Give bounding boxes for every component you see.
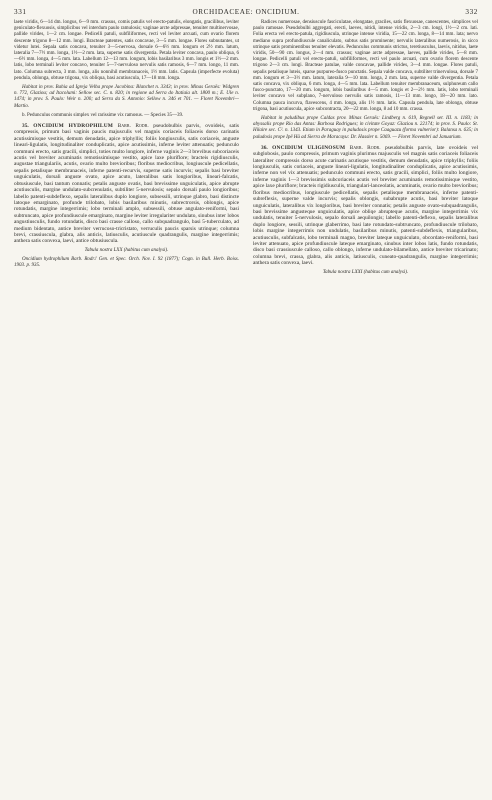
page-number-right: 332 [465, 8, 478, 16]
species-diagnosis: pseudobulbis parvis, late ovoideis vel subglobosis, paulo compressis, primum vaginis plurimus majusculis vel magnis satis coriaceis foliaceis lateraliter compressis dorso acute carinatis acutisque vestitis, demum denudatis, apice triphyllis; foliis longiusculis, satis coriaceis, anguste lineari-ligulatis, longitudinaliter conduplicatis, apice acutissimis, inferne non vel vix attenuatis; pedunculo communi erecto, satis gracili, simplici, foliis multo longiore, inferne vaginis 1—3 brevissimis subcoriaceis acutis vel breviter acuminatis remotissimisque vestito, apice laxe pluriflore; bracteis rigidiusculis, triangulari-lanceolatis, acuminatis, ovario multo brevioribus; floribus mediocribus, longiuscule pedicellatis, sepalis petalisque membranaceis, inferne patenti-subreflexis, superne valde incurvis; sepalis oblongis, subabrupte acutis, basi breviter latoque unguiculatis, lateralibus vix longioribus, basi breviter connatis; petalis anguste ovato-subquadrangulis, basi brevissime angusteque unguiculatis, apice obliqe abrupteque acutis, margine integerrimis vix undulatis, tenuiter 5-nervulosis, sepalo dorsali aequilongis; labello patenti-deflexo, sepalis lateralibus duplo longiore, sessili, utrinque glaberrimo, basi late rotundato-subtruncato, profundiuscule trilobato, lobis margine integerrimis non undulatis, basilaribus minutis, patenti-subdeflexis, triangularibus, acutiusculis, subfalcatis, lobo terminali magno, breviter lateque unguiculato, obcordato-reniformi, basi leviter attenuato, apice profundiuscule lateque emarginato, sinubus inter lobos latis, fundo rotundatis, disco basi crassiuscule calloso, callo oblongo, inferne undulato-bilamellato, antice breviter tricarinato; columna brevi, crassa, glabra, alis anticis, latiusculis, cuneato-quadrangulis, margine integerrimis; anthera satis convexa, laevi. [253, 144, 479, 267]
species-author: Barb. Rodr. [117, 123, 149, 130]
running-title: ORCHIDACEAE: ONCIDIUM. [192, 8, 300, 16]
habitat-paragraph: Habitat in paludibus prope Caldas prov. Minas Geraës: Lindberg n. 619, Regnell ser. III. n. 1183; in abyssalis prope Rio das Antas: Barbosa Rodrigues; in civitate Goyaz: Glaziou n. 22174; in prov. S. Paulo: St. Hilaire sec. C². n. 1343. Etiam in Paraguay in paludosis prope Caaguazu (forma vulnerior): Balansa n. 635; in paludosis prope Ipê Hû ad Sierra de Maracayu: Dr. Hassler n. 5069. — Floret Novembri ad Januarium. [253, 116, 478, 140]
page-number-left: 331 [14, 8, 27, 16]
key-note: b. Pedunculus communis simplex vel rarissime vix ramosus. — Species 35—39. [22, 112, 184, 118]
species-name: ONCIDIUM ULIGINOSUM [272, 144, 346, 151]
description-paragraph: laete viridis, 6—14 dm. longus, 6—9 mm. crassus, comis patulis vel erecto-patulis, elongatis, gracilibus, leviter geniculato-flexuosis, simplicibus vel interdum paulo ramulosis; vaginae arcte adpressae, tenuiter multinervosae, pallide virides, 1—2 cm. longae. Pedicelli patuli, subfiliformes, recti vel leviter arcuati, cum ovario florem descente trigono 8—12 mm. longi. Bracteae patentes, satis concavae, 3—5 mm. longae. Flores subnutantes, ut videtur lutei. Sepala satis concava, tenuiter 3—5-nervosa, dorsale 6—6½ mm. longum et 2½ mm. latum, lateralia 7—7½ mm. longa, 1½—2 mm. lata, superne satis divergentia. Petala leviter concava, paulo obliqua, 6—6½ mm. longa, 4—5 mm. lata. Labellum 12—13 mm. longum, lobis basilaribus 3 mm. longis et 1½—2 mm. latis, lobo terminali leviter concavo, tenuiter 5—7-nervuloso nervulis satis ramosis, 6—7 mm. longo, 11 mm. lato. Columna subrecta, 3 mm. longa, alis nonnihil membranaceis, 1½ mm. latis. Capsula (imperfecte evoluta) pendula, oblonga, obtuse trigona, vix obliqua, basi acutiuscula, 17—18 mm. longa. [14, 20, 239, 81]
description-paragraph: Radices numerosae, densiuscule fasciculatae, elongatae, graciles, satis flexuosae, canescentes, simplices vel paulo ramosae. Pseudobulbi aggregati, erecti, laeves, nitidi, intense viridis, 2—3 cm. longi, 1½—2 cm. lati. Folia erecta vel erecto-patula, rigidiuscula, utrinque intense viridia, 15—22 cm. longa, 8—14 mm. lata; nervo mediano supra profundiuscule canaliculato, subtus satis prominente; nervulis lateralibus numerosis, in sicco utrinque satis prominentibus tenuiter elevatis. Pedunculus communis strictus, teretiusculus, laevis, nitidus, laete viridis, 50—90 cm. longus, 2—4 mm. crassus; vaginae arcte adpressae, laeves, pallide virides, 5—8 mm. longae. Pedicelli patuli vel erecto-patuli, subfiliformes, recti vel paulo arcuati, cum ovario florem descente trigono 2—3 cm. longi. Bracteae patulae, valde concavae, pallide virides, 3—4 mm. longae. Flores patuli, sepalis petalisque luteis, sparse purpureo-fusco punctatis. Sepala valde concava, subtiliter trinervulosa, dorsale 7 mm. longum et 3—3½ mm. latum, lateralia 9—10 mm. longa, 2 mm. lata, superne valde divergentia. Petala satis concava, vix obliqua, 6 mm. longa, 4—5 mm. lata. Labellum tenuiter membranaceum, sulphureum callo fusco-punctato, 17—20 mm. longum, lobis basilaribus 4—5 mm. longis et 2—2½ mm. latis, lobo terminali leviter concavo vel subplano, 7-nervuloso nervulis satis ramosis, 11—13 mm. longo, 18—20 mm. lato. Columna pauca incurva, flavescens, 4 mm. longa, alis 1½ mm. latis. Capsula pendula, late oblonga, obtuse trigona, basi acutiuscula, apice subcontracta, 20—22 mm. longa, 8 ad 10 mm. crassa. [253, 20, 478, 112]
habitat-paragraph: Habitat in prov. Bahia ad Igreja Velha prope Jacobina: Blanchet n. 3343; in prov. Minas Geraës: Widgren n. 772, Glaziou; ad Itacolumi: Sellow sec. C. n. 820; in regione ad Serra do Itatiaia alt. 1800 m.; E. Ule n. 1474; in prov. S. Paulo: Weir n. 200; ad Serra da S. Antonio: Sellow n. 346 et 701. — Floret Novembri—Martio. [14, 85, 239, 109]
species-heading [253, 145, 478, 267]
species-diagnosis: pseudobulbis parvis, ovoideis, satis compressis, primum basi vaginis paucis majusculis vel magnis coriaceis foliaceis dorso carinatis acutissimisque vestitis, demum denudatis, apice triphyllis; foliis longiusculis, satis coriaceis, anguste lineari-ligulatis, longitudinaliter conduplicatis, apice acutissimis, inferne leviter attenuatis; pedunculo communi erecto, satis gracili, simplici, toties multo longiore, inferne vaginis 2—3 brevibus subcoriaceis acutis vel breviter acuminatis remotissimisque vestito, apice laxe pluriflore; bracteis rigidiusculis, augustae triangulariis, acutis, ovario multo brevioribus; floribus mediocribus, longiuscule pedicellatis, sepalis petalisque membranaceis, inferne patenti-recurvis, superne satis incurvis; sepalis basi breviter unguiculatis, dorsali anguste ovato, apice acuto, lateralibus satis longioribus, lineari-falcatis, obtusiuscule, basi tantum connatis; petalis anguste ovatis, basi brevissime unguiculatis, apice abrupte acutiusculis, margine undulato-subcrenulatis, subtiliter 5-nervulosis; sepalo dorsali paulo longioribus; labello patenti-subdeflexo, sepalis lateralibus duplo longiore, subsessili, utrinque glabro, basi distincte latoque emarginato, profunde trilobato, lobis basilaribus minutis, subrectrorsis, oblongis, apice rotundatis, margine integerrimis; lobo terminali amplo, subsessili, obtuse angulato-reniformi, basi subtruncato, apice profundiuscule emarginato, margine leviter irregulariter undulato, sinubus inter lobos angustiusculis, fundo rotundatis, disco basi crasse calloso, callo subquadrangulo, basi 5-tuberculato, ad medium bidentato, antice breviter verrucoso-tricristato, verruculis paucis sparsis utrinque; columna brevi, crassiuscula, glabra, alis anticis, latiusculis, acutiuscule quadrangulis, margine integerrimis; anthera satis convexa, laevi, antice obtusiuscula. [14, 123, 239, 245]
tabula-reference: Tabula nostra LXX (habitus cum analysi). [84, 247, 169, 253]
species-heading [14, 123, 239, 245]
tabula-reference: Tabula nostra LXXI (habitus cum analysi). [322, 269, 409, 275]
species-number: 35. [22, 123, 29, 130]
running-head [14, 8, 478, 16]
right-column [253, 20, 478, 279]
synonymy: Oncidium hydrophilum Barb. Rodr.! Gen. et Spec. Orch. Nov. I. 92 (1877); Cogn. in Bull. Herb. Boiss. 1903. p. 935. [14, 256, 239, 269]
species-author: Barb. Rodr. [349, 144, 381, 151]
species-number: 36. [261, 144, 268, 151]
left-column [14, 20, 239, 272]
species-name: ONCIDIUM HYDROPHILUM [33, 123, 114, 130]
